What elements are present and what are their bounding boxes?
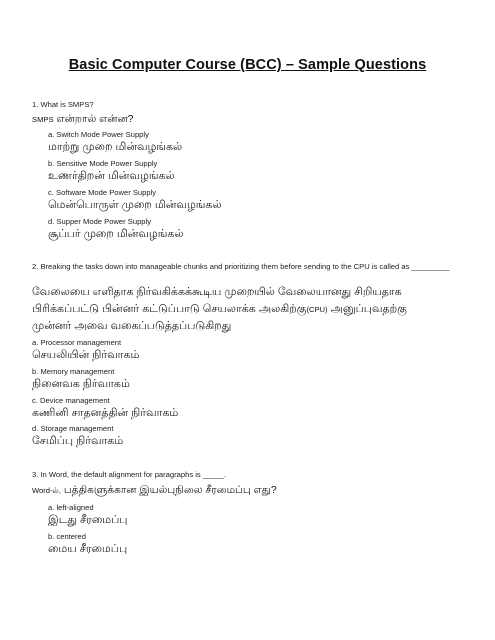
- q1-option-d-tamil: சூப்பர் முறை மின்வழங்கல்: [48, 228, 184, 240]
- question-2-text: 2. Breaking the tasks down into manageable chunks and prioritizing them before sending to the CPU is called as _________: [32, 262, 450, 271]
- q1-option-c: c. Software Mode Power Supply: [48, 188, 157, 197]
- question-1-text: 1. What is SMPS?: [32, 100, 94, 109]
- question-2-tamil-line-1: வேலையை எளிதாக நிர்வகிக்கக்கூடிய முறையில் வேலையானது சிறியதாக: [32, 286, 402, 298]
- q2-option-a-tamil: செயலியின் நிர்வாகம்: [32, 349, 140, 361]
- page-title: Basic Computer Course (BCC) – Sample Questions: [68, 57, 427, 73]
- q1-option-c-tamil: மென்பொருள் முறை மின்வழங்கல்: [48, 199, 222, 211]
- question-2-tamil-line-3: முன்னர் அவை வகைப்படுத்தப்படுகிறது: [32, 320, 232, 332]
- q2-option-d: d. Storage management: [32, 424, 114, 433]
- question-3-tamil: [32, 484, 277, 497]
- q3-option-b-tamil: மைய சீரமைப்பு: [48, 543, 128, 555]
- q1-option-a-tamil: மாற்று முறை மின்வழங்கல்: [48, 141, 183, 153]
- question-2-cpu-label: (CPU): [306, 305, 328, 314]
- q1-option-b-tamil: உணர்திறன் மின்வழங்கல்: [48, 170, 175, 182]
- q1-option-d: d. Supper Mode Power Supply: [48, 217, 151, 226]
- question-3-text: 3. In Word, the default alignment for paragraphs is _____.: [32, 470, 227, 479]
- q2-option-b-tamil: நினைவக நிர்வாகம்: [32, 378, 130, 390]
- question-1-tamil-prefix: SMPS: [32, 115, 54, 124]
- question-1-tamil-text: என்றால் என்ன?: [53, 113, 134, 125]
- question-2-tamil-line-2-text: பிரிக்கப்பட்டு பின்னர் கட்டுப்பாடு செயலாக்க அலகிற்கு: [32, 303, 307, 315]
- q1-option-b: b. Sensitive Mode Power Supply: [48, 159, 158, 168]
- q3-option-a-tamil: இடது சீரமைப்பு: [48, 514, 128, 526]
- question-3-tamil-prefix: Word-ல்,: [32, 486, 61, 495]
- question-2-tamil-line-2-end: அனுப்புவதற்கு: [327, 303, 407, 315]
- question-1-tamil: [32, 113, 134, 126]
- q2-option-b: b. Memory management: [32, 367, 115, 376]
- question-3-tamil-text: பத்திகளுக்கான இயல்புநிலை சீரமைப்பு எது?: [60, 484, 277, 496]
- q2-option-d-tamil: சேமிப்பு நிர்வாகம்: [32, 435, 124, 447]
- q1-option-a: a. Switch Mode Power Supply: [48, 130, 149, 139]
- q3-option-b: b. centered: [48, 532, 86, 541]
- q3-option-a: a. left-aligned: [48, 503, 94, 512]
- question-2-tamil-line-2: [32, 303, 407, 317]
- q2-option-a: a. Processor management: [32, 338, 122, 347]
- q2-option-c-tamil: கணினி சாதனத்தின் நிர்வாகம்: [32, 407, 179, 419]
- q2-option-c: c. Device management: [32, 396, 110, 405]
